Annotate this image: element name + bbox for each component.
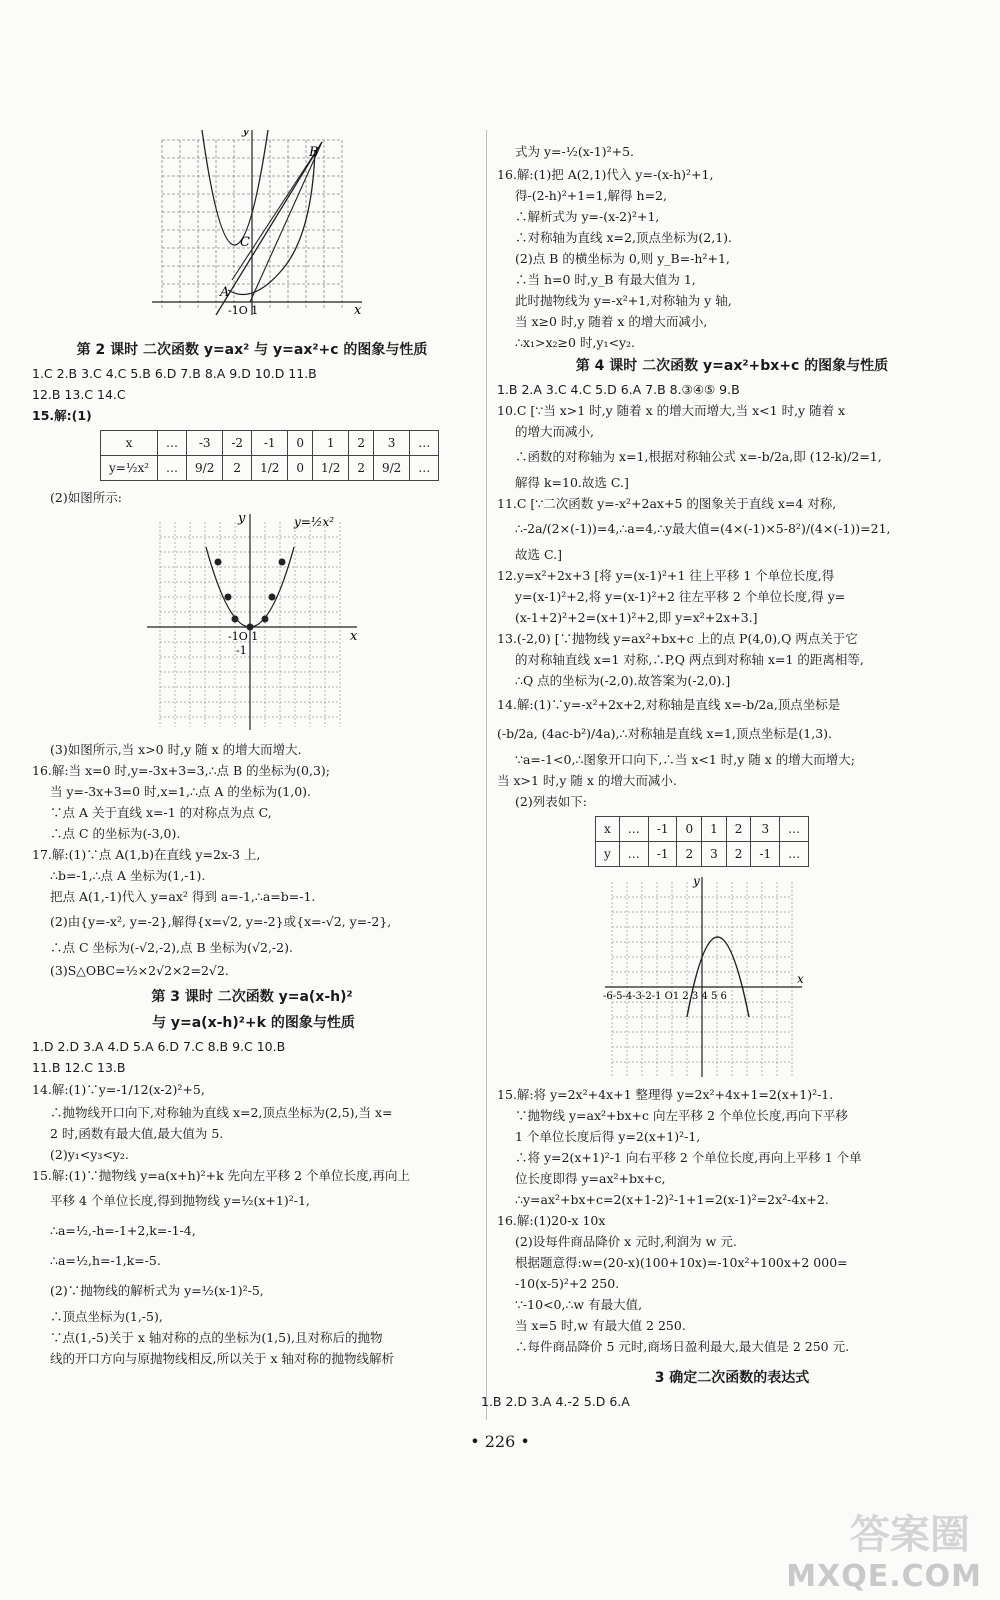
section-2-answers-2: 12.B 13.C 14.C	[32, 387, 126, 402]
table-cell: …	[410, 456, 439, 481]
section-5-answers: 1.B 2.D 3.A 4.-2 5.D 6.A	[481, 1394, 630, 1409]
q15-part2: (2)如图所示:	[50, 490, 122, 505]
table-cell: -1	[751, 842, 780, 867]
fig1-axis-x: x	[354, 303, 362, 318]
fig2-ticks: -1O 1	[228, 630, 259, 643]
value-table-q15	[100, 430, 439, 481]
fig1-point-b: B	[309, 145, 319, 160]
table-cell: -1	[252, 431, 288, 456]
table-cell: 3	[751, 817, 780, 842]
q16b-line: -10(x-5)²+2 250.	[515, 1276, 620, 1291]
table-cell: …	[158, 456, 187, 481]
table-cell: …	[780, 817, 809, 842]
q16-line: ∴点 C 的坐标为(-3,0).	[50, 826, 181, 841]
section-2-answers-1: 1.C 2.B 3.C 4.C 5.B 6.D 7.B 8.A 9.D 10.D 11.B	[32, 366, 317, 381]
section-4-answers: 1.B 2.A 3.C 4.C 5.D 6.A 7.B 8.③④⑤ 9.B	[497, 382, 740, 397]
q16b-line: (2)设每件商品降价 x 元时,利润为 w 元.	[515, 1234, 737, 1249]
table-cell: 2	[726, 842, 751, 867]
q16b-line: 16.解:(1)20-x 10x	[497, 1213, 606, 1228]
q15b-line: ∵点(1,-5)关于 x 轴对称的点的坐标为(1,5),且对称后的抛物	[50, 1330, 383, 1345]
table-cell: 0	[677, 817, 702, 842]
table-cell: 2	[349, 456, 374, 481]
table-cell: 1/2	[313, 456, 349, 481]
q16-line: ∴对称轴为直线 x=2,顶点坐标为(2,1).	[515, 230, 733, 245]
table-cell: 2	[349, 431, 374, 456]
q10-line: 解得 k=10.故选 C.]	[515, 475, 629, 490]
q16b-line: ∴每件商品降价 5 元时,商场日盈利最大,最大值是 2 250 元.	[515, 1339, 850, 1354]
table-cell: -1	[648, 817, 677, 842]
q11-line: 11.C [∵二次函数 y=-x²+2ax+5 的图象关于直线 x=4 对称,	[497, 496, 837, 511]
q14-line: 14.解:(1)∵y=-1/12(x-2)²+5,	[32, 1082, 205, 1097]
q16-line: (2)点 B 的横坐标为 0,则 y_B=-h²+1,	[515, 251, 730, 266]
section-3-title-line1: 第 3 课时 二次函数 y=a(x-h)²	[151, 989, 353, 1005]
q17-line: (3)S△OBC=½×2√2×2=2√2.	[50, 963, 229, 978]
table-cell: 0	[288, 431, 313, 456]
q14-line: (2)列表如下:	[515, 794, 587, 809]
table-cell: -2	[223, 431, 252, 456]
q15-line: 1 个单位长度后得 y=2(x+1)²-1,	[515, 1129, 701, 1144]
right-column	[481, 140, 967, 1412]
left-column	[32, 130, 472, 1369]
q16-line: 此时抛物线为 y=-x²+1,对称轴为 y 轴,	[515, 293, 732, 308]
fig1-point-a: A	[220, 285, 230, 300]
q14-line: 2 时,函数有最大值,最大值为 5.	[50, 1126, 224, 1141]
fig3-axis-x: x	[797, 972, 804, 986]
table-cell: …	[158, 431, 187, 456]
fig2-curve-label: y=½x²	[294, 515, 335, 529]
table-cell: x	[101, 431, 158, 456]
table-cell: x	[596, 817, 620, 842]
figure-parabolas-abc	[32, 130, 472, 330]
figure-parabola-q14	[497, 877, 967, 1077]
table-cell: …	[619, 842, 648, 867]
q13-line: 的对称轴直线 x=1 对称,∴P,Q 两点到对称轴 x=1 的距离相等,	[515, 652, 864, 667]
table-cell: 1/2	[252, 456, 288, 481]
table-cell: …	[780, 842, 809, 867]
section-2-title: 第 2 课时 二次函数 y=ax² 与 y=ax²+c 的图象与性质	[76, 342, 428, 358]
q16b-line: ∵-10<0,∴w 有最大值,	[515, 1297, 643, 1312]
q14-line: 14.解:(1)∵y=-x²+2x+2,对称轴是直线 x=-b/2a,顶点坐标是	[497, 697, 841, 712]
q14-line: ∴抛物线开口向下,对称轴为直线 x=2,顶点坐标为(2,5),当 x=	[50, 1105, 393, 1120]
value-table-q14	[595, 816, 809, 867]
fig3-axis-y: y	[693, 877, 700, 888]
q10-line: 的增大而减小,	[515, 424, 594, 439]
fig2-axis-y: y	[238, 512, 246, 526]
q17-line: ∴b=-1,∴点 A 坐标为(1,-1).	[50, 868, 206, 883]
q10-line: 10.C [∵当 x>1 时,y 随着 x 的增大而增大,当 x<1 时,y 随着 x	[497, 403, 846, 418]
watermark-url: MXQE.COM	[786, 1559, 982, 1594]
q16-line: ∴x₁>x₂≥0 时,y₁<y₂.	[515, 335, 636, 350]
table-cell: 3	[373, 431, 409, 456]
q15b-line: 平移 4 个单位长度,得到抛物线 y=½(x+1)²-1,	[50, 1193, 310, 1208]
q16b-line: 当 x=5 时,w 有最大值 2 250.	[515, 1318, 686, 1333]
table-cell: 2	[726, 817, 751, 842]
q17-line: 把点 A(1,-1)代入 y=ax² 得到 a=-1,∴a=b=-1.	[50, 889, 316, 904]
table-cell: -1	[648, 842, 677, 867]
q16-line: 得-(2-h)²+1=1,解得 h=2,	[515, 188, 667, 203]
table-cell: …	[619, 817, 648, 842]
table-cell: -3	[187, 431, 223, 456]
q17-line: (2)由{y=-x², y=-2},解得{x=√2, y=-2}或{x=-√2, y=-2},	[50, 914, 392, 929]
q16-line: 16.解:当 x=0 时,y=-3x+3=3,∴点 B 的坐标为(0,3);	[32, 763, 331, 778]
table-cell: 2	[223, 456, 252, 481]
q11-line: 故选 C.]	[515, 547, 562, 562]
table-cell: y=½x²	[101, 456, 158, 481]
q16b-line: 根据题意得:w=(20-x)(100+10x)=-10x²+100x+2 000=	[515, 1255, 848, 1270]
q10-line: ∴函数的对称轴为 x=1,根据对称轴公式 x=-b/2a,即 (12-k)/2=1,	[515, 449, 882, 464]
q16-line: ∵点 A 关于直线 x=-1 的对称点为点 C,	[50, 805, 272, 820]
q15-line: ∴将 y=2(x+1)²-1 向右平移 2 个单位长度,再向上平移 1 个单	[515, 1150, 862, 1165]
q11-line: ∴-2a/(2×(-1))=4,∴a=4,∴y最大值=(4×(-1)×5-8²)/(4×(-1))=21,	[515, 521, 891, 536]
q16-line: 当 x≥0 时,y 随着 x 的增大而减小,	[515, 314, 708, 329]
q14-line: 当 x>1 时,y 随 x 的增大而减小.	[497, 773, 677, 788]
q14-line: ∵a=-1<0,∴图象开口向下,∴当 x<1 时,y 随 x 的增大而增大;	[515, 752, 856, 767]
continuation-line: 式为 y=-½(x-1)²+5.	[515, 144, 635, 159]
table-row	[101, 456, 439, 481]
section-5-title: 3 确定二次函数的表达式	[654, 1370, 810, 1386]
watermark-logo: 答案圈	[850, 1512, 970, 1558]
table-cell: 0	[288, 456, 313, 481]
table-cell: 1	[313, 431, 349, 456]
table-cell: 9/2	[187, 456, 223, 481]
table-cell: 1	[702, 817, 727, 842]
table-cell: 9/2	[373, 456, 409, 481]
table-row	[596, 842, 809, 867]
fig1-point-c: C	[240, 235, 250, 250]
table-cell: 2	[677, 842, 702, 867]
q15-part3: (3)如图所示,当 x>0 时,y 随 x 的增大而增大.	[50, 742, 302, 757]
q16-line: ∴当 h=0 时,y_B 有最大值为 1,	[515, 272, 696, 287]
table-cell: 3	[702, 842, 727, 867]
q13-line: ∴Q 点的坐标为(-2,0).故答案为(-2,0).]	[515, 673, 731, 688]
section-3-answers-1: 1.D 2.D 3.A 4.D 5.A 6.D 7.C 8.B 9.C 10.B	[32, 1039, 286, 1054]
q15-heading: 15.解:(1)	[32, 408, 92, 423]
q15b-line: ∴a=½,h=-1,k=-5.	[50, 1253, 161, 1268]
q14-line: (2)y₁<y₃<y₂.	[50, 1147, 129, 1162]
q15-line: 位长度即得 y=ax²+bx+c,	[515, 1171, 666, 1186]
q15b-line: ∴顶点坐标为(1,-5),	[50, 1309, 163, 1324]
q12-line: (x-1+2)²+2=(x+1)²+2,即 y=x²+2x+3.]	[515, 610, 758, 625]
fig2-tick-neg: -1	[236, 644, 247, 657]
q12-line: y=(x-1)²+2,将 y=(x-1)²+2 往左平移 2 个单位长度,得 y=	[515, 589, 846, 604]
figure-parabola-half-x2	[32, 512, 472, 732]
fig1-ticks: -1O 1	[228, 304, 259, 317]
q13-line: 13.(-2,0) [∵抛物线 y=ax²+bx+c 上的点 P(4,0),Q 两点关于它	[497, 631, 858, 646]
q16-line: 16.解:(1)把 A(2,1)代入 y=-(x-h)²+1,	[497, 167, 714, 182]
section-3-answers-2: 11.B 12.C 13.B	[32, 1060, 126, 1075]
table-row	[101, 431, 439, 456]
q15-line: 15.解:将 y=2x²+4x+1 整理得 y=2x²+4x+1=2(x+1)²-1.	[497, 1087, 834, 1102]
q12-line: 12.y=x²+2x+3 [将 y=(x-1)²+1 往上平移 1 个单位长度,得	[497, 568, 835, 583]
q16-line: ∴解析式为 y=-(x-2)²+1,	[515, 209, 660, 224]
page-number: • 226 •	[470, 1432, 530, 1451]
q15b-line: 线的开口方向与原抛物线相反,所以关于 x 轴对称的抛物线解析	[50, 1351, 394, 1366]
q15b-line: ∴a=½,-h=-1+2,k=-1-4,	[50, 1223, 196, 1238]
q15b-line: (2)∵抛物线的解析式为 y=½(x-1)²-5,	[50, 1283, 264, 1298]
q15-line: ∵抛物线 y=ax²+bx+c 向左平移 2 个单位长度,再向下平移	[515, 1108, 848, 1123]
section-3-title-line2: 与 y=a(x-h)²+k 的图象与性质	[152, 1015, 355, 1031]
fig1-axis-y: y	[242, 130, 250, 138]
table-row	[596, 817, 809, 842]
q15b-line: 15.解:(1)∵抛物线 y=a(x+h)²+k 先向左平移 2 个单位长度,再向上	[32, 1168, 410, 1183]
q14-line: (-b/2a, (4ac-b²)/4a),∴对称轴是直线 x=1,顶点坐标是(1,3).	[497, 726, 833, 741]
table-cell: …	[410, 431, 439, 456]
section-4-title: 第 4 课时 二次函数 y=ax²+bx+c 的图象与性质	[575, 358, 889, 374]
q17-line: 17.解:(1)∵点 A(1,b)在直线 y=2x-3 上,	[32, 847, 261, 862]
table-cell: y	[596, 842, 620, 867]
q16-line: 当 y=-3x+3=0 时,x=1,∴点 A 的坐标为(1,0).	[50, 784, 312, 799]
fig3-xticks: -6-5-4-3-2-1 O1 2 3 4 5 6	[603, 991, 727, 1002]
column-divider	[486, 130, 487, 1420]
q15-line: ∴y=ax²+bx+c=2(x+1-2)²-1+1=2(x-1)²=2x²-4x+2.	[515, 1192, 829, 1207]
q17-line: ∴点 C 坐标为(-√2,-2),点 B 坐标为(√2,-2).	[50, 940, 293, 955]
fig2-axis-x: x	[350, 629, 358, 644]
